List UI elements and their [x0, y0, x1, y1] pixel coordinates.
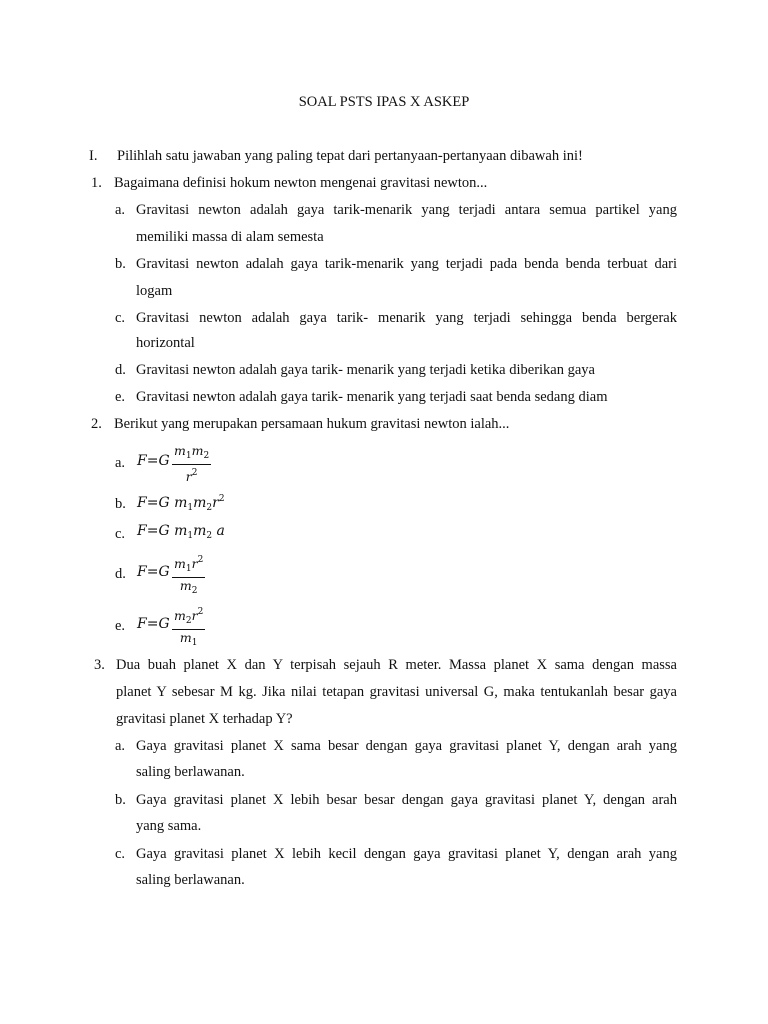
- q1-option-e-line1: Gravitasi newton adalah gaya tarik- menarik yang terjadi saat benda sedang diam: [136, 389, 608, 405]
- q1-option-c-line1: Gravitasi newton adalah gaya tarik- menarik yang terjadi sehingga benda bergerak: [136, 310, 677, 326]
- q3-line3: gravitasi planet X terhadap Y?: [116, 711, 293, 727]
- section-instruction: Pilihlah satu jawaban yang paling tepat dari pertanyaan-pertanyaan dibawah ini!: [117, 148, 583, 164]
- q2-option-a-numerator: $m_1m_2$: [174, 443, 210, 461]
- q3-option-a-line2: saling berlawanan.: [136, 764, 245, 780]
- q2-option-e-label: e.: [115, 618, 126, 634]
- q1-option-c-label: c.: [115, 310, 126, 326]
- q3-option-c-line2: saling berlawanan.: [136, 872, 245, 888]
- q2-option-e-denominator: $m_1$: [179, 630, 198, 648]
- q3-option-c-line1: Gaya gravitasi planet X lebih kecil dengan gaya gravitasi planet Y, dengan arah yang: [136, 846, 677, 862]
- q3-option-b-line2: yang sama.: [136, 818, 202, 834]
- q2-option-a-lhs: F=G: [137, 453, 170, 469]
- q2-option-d-label: d.: [115, 566, 126, 582]
- q2-option-d-denominator: $m_2$: [179, 578, 198, 596]
- q3-option-a-label: a.: [115, 738, 126, 754]
- q3-option-b-label: b.: [115, 792, 126, 808]
- q1-text: Bagaimana definisi hokum newton mengenai gravitasi newton...: [114, 175, 488, 191]
- q3-line1: Dua buah planet X dan Y terpisah sejauh R meter. Massa planet X sama dengan massa: [116, 657, 677, 673]
- q2-number: 2.: [91, 416, 102, 432]
- q3-option-b-line1: Gaya gravitasi planet X lebih besar besar dengan gaya gravitasi planet Y, dengan arah: [136, 792, 677, 808]
- q2-option-a-denominator: $r^2$: [185, 468, 198, 484]
- q2-option-a-fraction: [172, 443, 211, 485]
- q3-option-c-label: c.: [115, 846, 126, 862]
- q1-option-c-line2: horizontal: [136, 335, 195, 351]
- section-numeral: I.: [89, 148, 98, 164]
- q2-option-d-numerator: $m_1r^2$: [174, 555, 204, 574]
- q1-option-b-label: b.: [115, 256, 126, 272]
- q1-option-e-label: e.: [115, 389, 126, 405]
- q1-option-a-line2: memiliki massa di alam semesta: [136, 229, 324, 245]
- q2-option-e-fraction: [172, 604, 205, 651]
- q2-text: Berikut yang merupakan persamaan hukum gravitasi newton ialah...: [114, 416, 510, 432]
- q1-option-d-label: d.: [115, 362, 126, 378]
- q1-option-d-line1: Gravitasi newton adalah gaya tarik- menarik yang terjadi ketika diberikan gaya: [136, 362, 595, 378]
- q2-option-d-fraction: [172, 552, 205, 599]
- q1-option-b-line2: logam: [136, 283, 173, 299]
- q2-option-a-label: a.: [115, 455, 126, 471]
- q1-option-a-line1: Gravitasi newton adalah gaya tarik-menarik yang terjadi antara semua partikel yang: [136, 202, 677, 218]
- q1-option-a-label: a.: [115, 202, 126, 218]
- q2-option-b-label: b.: [115, 496, 126, 512]
- q2-option-e-numerator: $m_2r^2$: [174, 607, 204, 626]
- q2-option-b-formula: F=G $m_1m_2r^2$: [137, 494, 225, 513]
- q3-option-a-line1: Gaya gravitasi planet X sama besar dengan gaya gravitasi planet Y, dengan arah yang: [136, 738, 677, 754]
- q1-option-b-line1: Gravitasi newton adalah gaya tarik-menarik yang terjadi pada benda benda terbuat dari: [136, 256, 677, 272]
- page-title: SOAL PSTS IPAS X ASKEP: [298, 94, 470, 110]
- q2-option-e-lhs: F=G: [137, 616, 170, 632]
- q3-line2: planet Y sebesar M kg. Jika nilai tetapan gravitasi universal G, maka tentukanlah besar gaya: [116, 684, 677, 700]
- q2-option-c-formula: F=G $m_1m_2$ a: [137, 523, 225, 541]
- q2-option-d-lhs: F=G: [137, 564, 170, 580]
- q2-option-c-label: c.: [115, 526, 126, 542]
- q1-number: 1.: [91, 175, 102, 191]
- q3-number: 3.: [94, 657, 105, 673]
